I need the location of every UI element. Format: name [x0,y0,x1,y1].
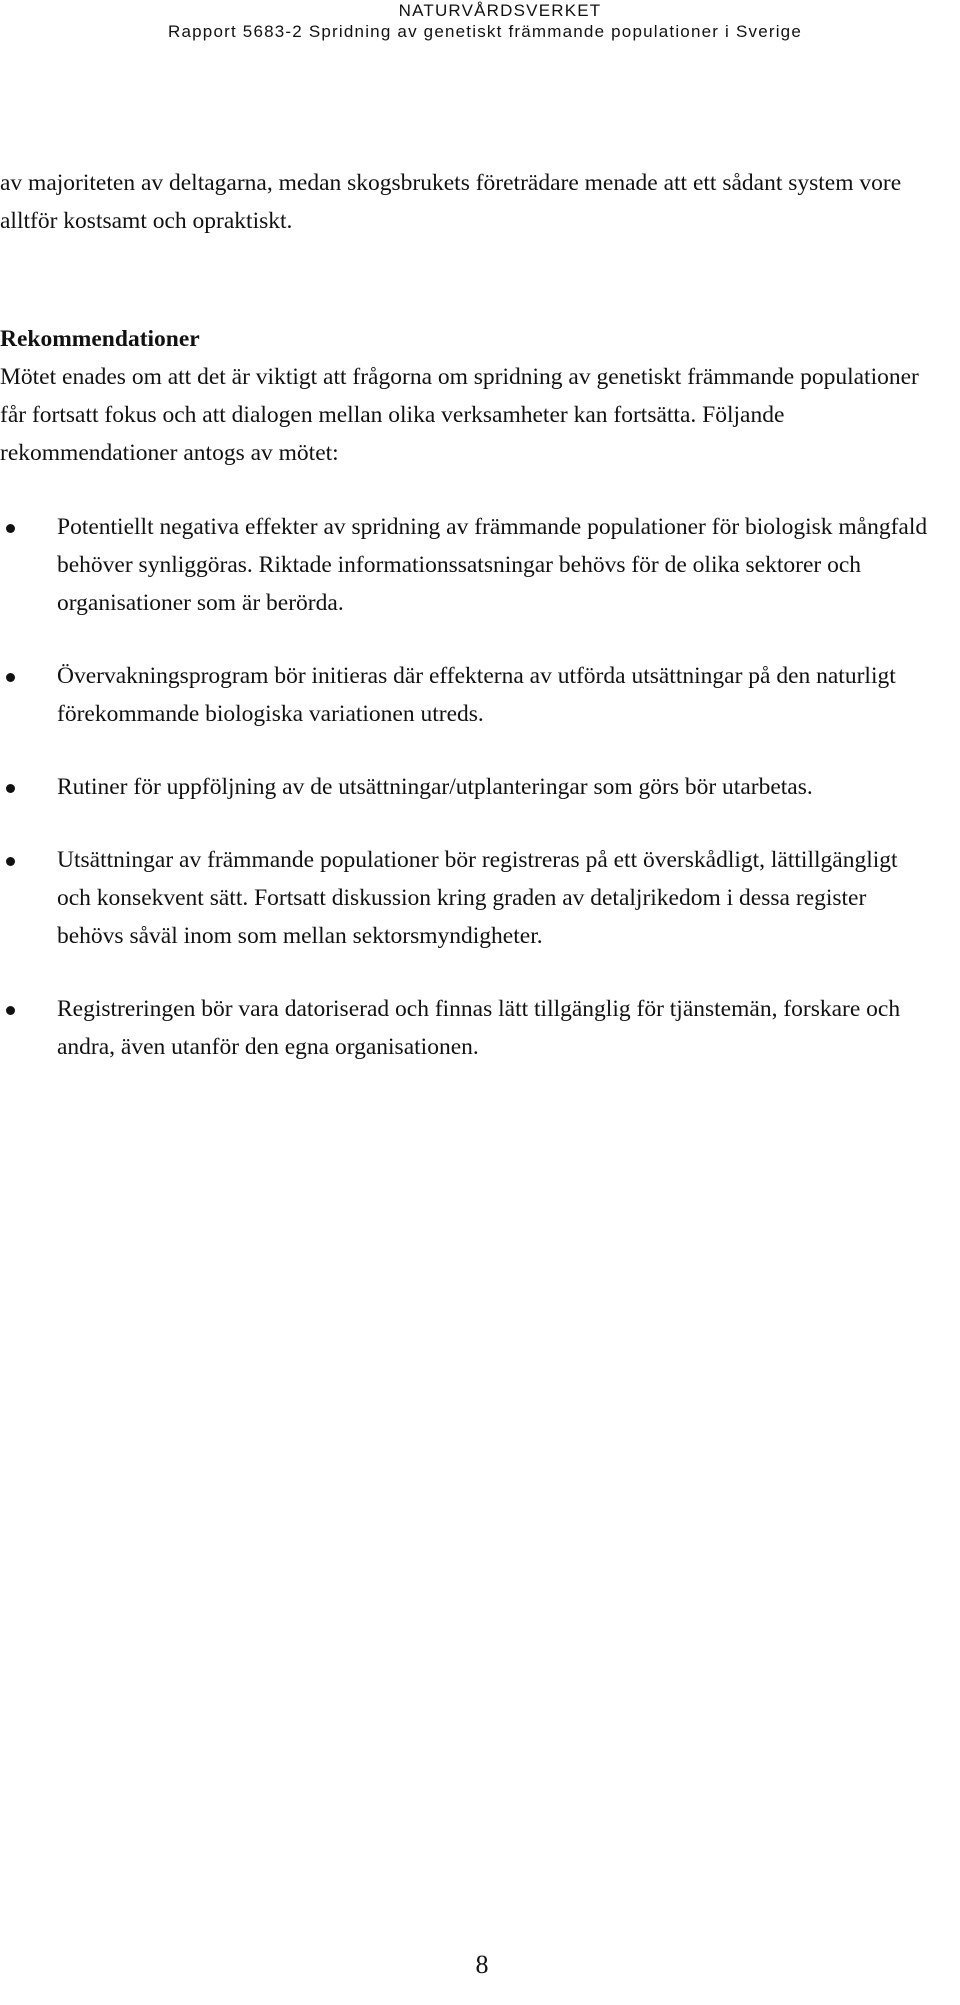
list-item-text: Registreringen bör vara datoriserad och finnas lätt tillgänglig för tjänstemän, forskare och andra, även utanför den egna organisationen. [57,996,901,1060]
page-number: 8 [475,1950,489,1979]
intro-paragraph: av majoriteten av deltagarna, medan skogsbrukets företrädare menade att ett sådant system vore alltför kostsamt och opraktiskt. [0,170,902,234]
recommendations-section [0,320,950,472]
section-text: Mötet enades om att det är viktigt att frågorna om spridning av genetiskt främmande populationer får fortsatt fokus och att dialogen mellan olika verksamheter kan fortsätta. Följande rekommendationer antogs av mötet: [0,364,919,466]
list-item [0,768,950,806]
list-item-text: Övervakningsprogram bör initieras där effekterna av utförda utsättningar på den naturligt förekommande biologiska variationen utreds. [57,663,896,727]
page-header [0,0,960,42]
list-item-text: Rutiner för uppföljning av de utsättningar/utplanteringar som görs bör utarbetas. [57,774,813,800]
list-item-text: Utsättningar av främmande populationer bör registreras på ett överskådligt, lättillgängligt och konsekvent sätt. Fortsatt diskussion kring graden av detaljrikedom i dessa register behövs såväl inom som mellan sektorsmyndigheter. [57,847,898,949]
report-title: Rapport 5683-2 Spridning av genetiskt främmande populationer i Sverige [168,22,802,41]
bullet-icon [6,857,15,866]
recommendation-list [0,508,950,1066]
list-item [0,841,950,955]
list-item [0,990,950,1066]
bullet-icon [6,784,15,793]
bullet-icon [6,1006,15,1015]
bullet-icon [6,524,15,533]
list-item [0,657,950,733]
agency-name: NATURVÅRDSVERKET [398,1,602,20]
list-item-text: Potentiellt negativa effekter av spridning av främmande populationer för biologisk mångfald behöver synliggöras. Riktade informationssatsningar behövs för de olika sektorer och organisationer som är berörda. [57,514,928,616]
list-item [0,508,950,622]
bullet-icon [6,673,15,682]
section-heading: Rekommendationer [0,326,200,352]
